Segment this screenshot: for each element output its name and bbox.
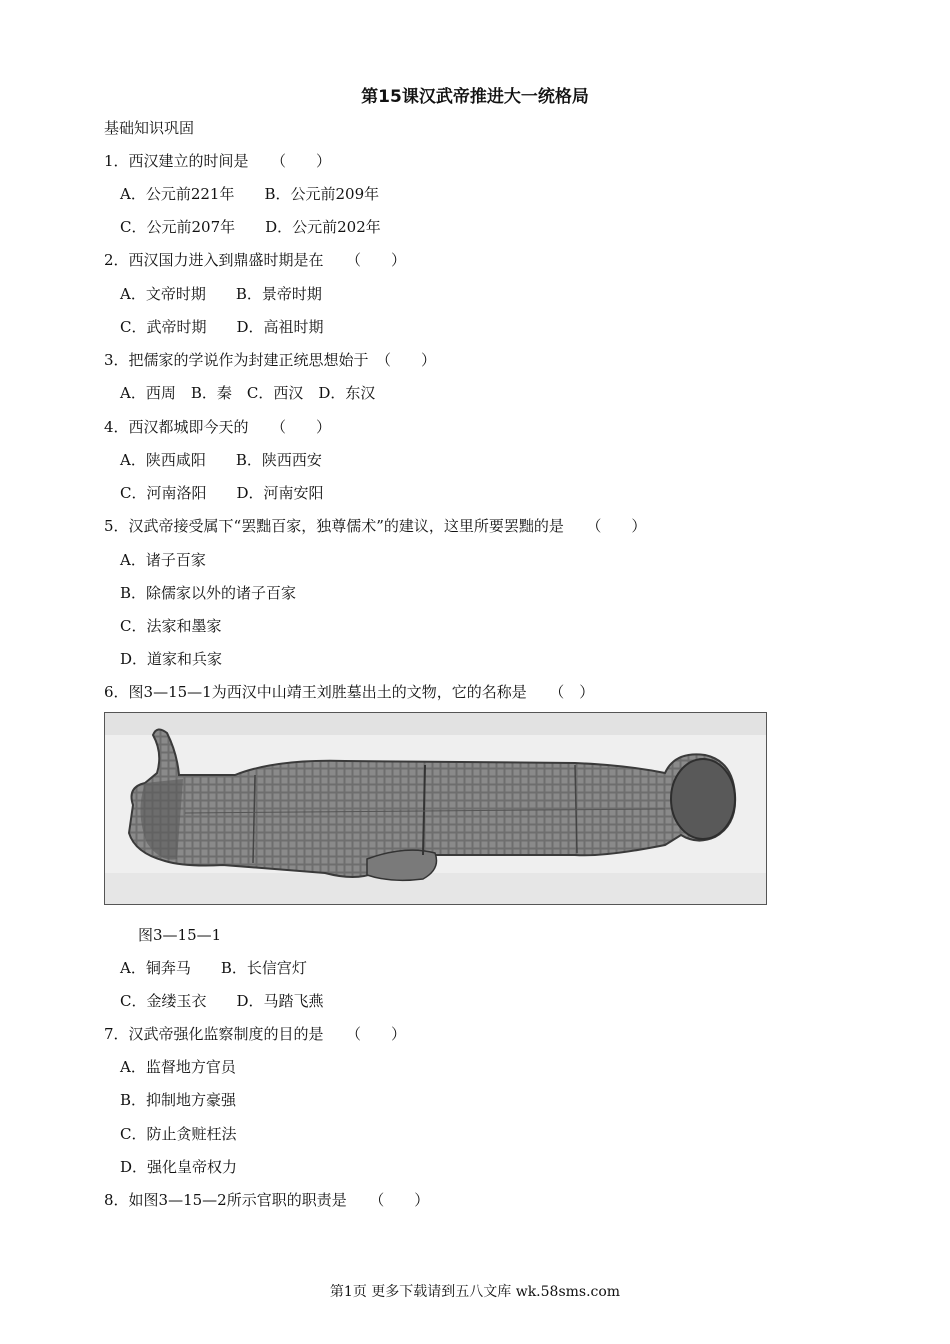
question-3-options-row-1: A．西周 B．秦 C．西汉 D．东汉 — [120, 384, 376, 402]
question-1-options-row-1: A．公元前221年 B．公元前209年 — [120, 185, 380, 203]
question-6-options-row-1: A．铜奔马 B．长信宫灯 — [120, 959, 307, 977]
question-5-option-c: C．法家和墨家 — [120, 617, 222, 635]
document-title: 第15课汉武帝推进大一统格局 — [361, 87, 589, 107]
question-5-stem: 5．汉武帝接受属下“罢黜百家，独尊儒术”的建议，这里所要罢黜的是 （ ） — [104, 517, 647, 535]
question-8-stem: 8．如图3—15—2所示官职的职责是 （ ） — [104, 1191, 430, 1209]
question-6-options-row-2: C．金缕玉衣 D．马踏飞燕 — [120, 992, 324, 1010]
question-5-option-a: A．诸子百家 — [120, 551, 206, 569]
question-6-stem: 6．图3—15—1为西汉中山靖王刘胜墓出土的文物，它的名称是 （ ） — [104, 683, 595, 701]
question-7-option-b: B．抑制地方豪强 — [120, 1091, 237, 1109]
question-7-option-d: D．强化皇帝权力 — [120, 1158, 238, 1176]
question-2-stem: 2．西汉国力进入到鼎盛时期是在 （ ） — [104, 251, 407, 269]
question-7-option-a: A．监督地方官员 — [120, 1058, 236, 1076]
question-4-stem: 4．西汉都城即今天的 （ ） — [104, 418, 332, 436]
question-2-options-row-1: A．文帝时期 B．景帝时期 — [120, 285, 322, 303]
question-4-options-row-1: A．陕西咸阳 B．陕西西安 — [120, 451, 322, 469]
page-footer: 第1页 更多下载请到五八文库 wk.58sms.com — [329, 1284, 621, 1300]
question-7-stem: 7．汉武帝强化监察制度的目的是 （ ） — [104, 1025, 407, 1043]
figure-caption: 图3—15—1 — [138, 926, 222, 944]
section-heading: 基础知识巩固 — [104, 119, 195, 137]
question-5-option-b: B．除儒家以外的诸子百家 — [120, 584, 297, 602]
jade-burial-suit-photo — [104, 712, 767, 905]
question-3-stem: 3．把儒家的学说作为封建正统思想始于 （ ） — [104, 351, 437, 369]
question-4-options-row-2: C．河南洛阳 D．河南安阳 — [120, 484, 324, 502]
question-2-options-row-2: C．武帝时期 D．高祖时期 — [120, 318, 324, 336]
question-1-options-row-2: C．公元前207年 D．公元前202年 — [120, 218, 381, 236]
question-5-option-d: D．道家和兵家 — [120, 650, 223, 668]
question-1-stem: 1．西汉建立的时间是 （ ） — [104, 152, 332, 170]
question-7-option-c: C．防止贪赃枉法 — [120, 1125, 237, 1143]
